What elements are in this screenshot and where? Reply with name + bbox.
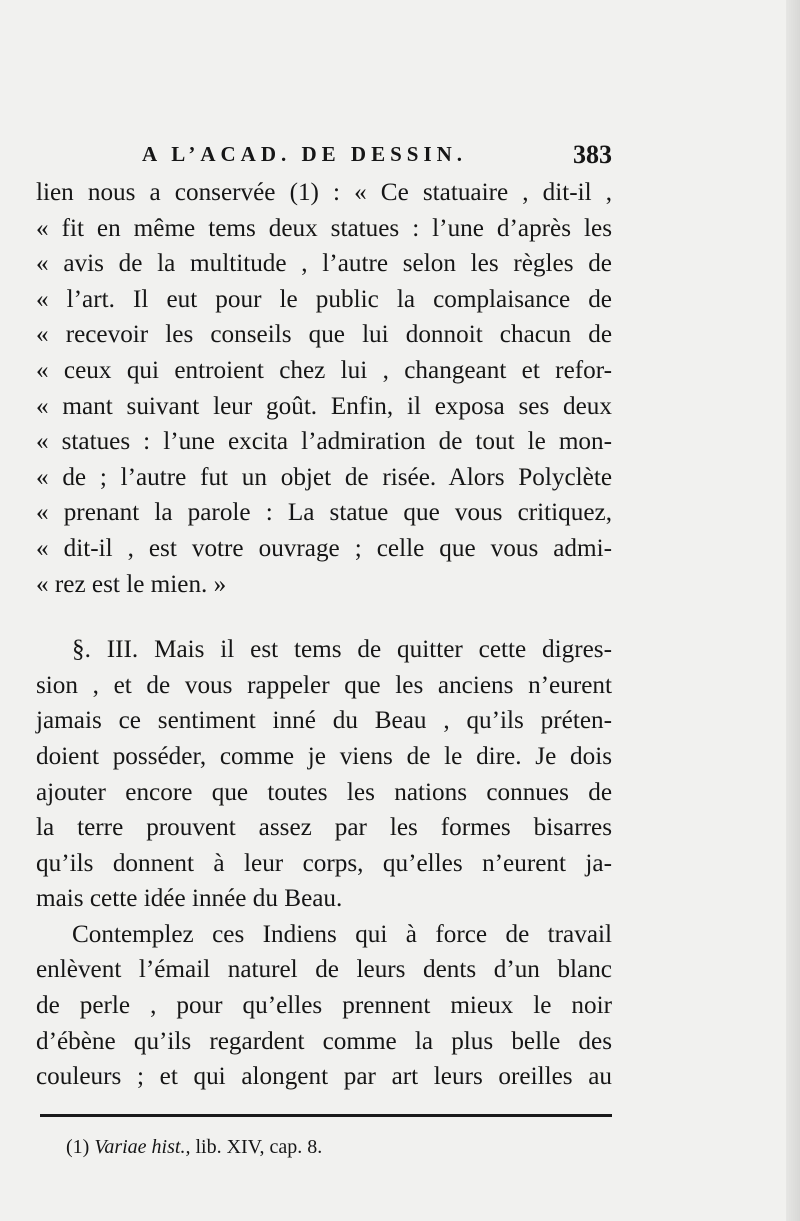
text-line: « l’art. Il eut pour le public la complaisance de xyxy=(36,285,612,313)
paragraph-1 xyxy=(36,175,612,602)
text-line: de perle , pour qu’elles prennent mieux le noir xyxy=(36,992,612,1020)
page-edge-shadow xyxy=(786,0,800,1221)
running-head: A L’ACAD. DE DESSIN. xyxy=(142,142,468,166)
paragraph-gap xyxy=(36,602,612,632)
footnote-rule xyxy=(40,1114,612,1117)
text-line: la terre prouvent assez par les formes bisarres xyxy=(36,814,612,842)
page-header xyxy=(40,140,612,174)
footnote-title: Variae hist., xyxy=(94,1136,191,1158)
text-line: « mant suivant leur goût. Enfin, il exposa ses deux xyxy=(36,392,612,420)
text-line: mais cette idée innée du Beau. xyxy=(36,885,343,913)
text-line: enlèvent l’émail naturel de leurs dents d’un blanc xyxy=(36,956,612,984)
text-line: qu’ils donnent à leur corps, qu’elles n’eurent ja- xyxy=(36,849,612,877)
text-line: Contemplez ces Indiens qui à force de travail xyxy=(72,920,612,948)
text-line: doient posséder, comme je viens de le dire. Je dois xyxy=(36,742,612,770)
text-line: « rez est le mien. » xyxy=(36,570,227,598)
text-line: ajouter encore que toutes les nations connues de xyxy=(36,778,612,806)
text-line: jamais ce sentiment inné du Beau , qu’ils préten- xyxy=(36,707,612,735)
text-line: §. III. Mais il est tems de quitter cette digres- xyxy=(72,636,612,664)
text-line: « ceux qui entroient chez lui , changeant et refor- xyxy=(36,356,612,384)
text-line: sion , et de vous rappeler que les anciens n’eurent xyxy=(36,671,612,699)
footnote-marker: (1) xyxy=(66,1136,90,1158)
text-line: « dit-il , est votre ouvrage ; celle que vous admi- xyxy=(36,534,612,562)
text-line: « fit en même tems deux statues : l’une d’après les xyxy=(36,214,612,242)
text-line: lien nous a conservée (1) : « Ce statuaire , dit-il , xyxy=(36,179,612,206)
text-line: « de ; l’autre fut un objet de risée. Alors Polyclète xyxy=(36,463,612,491)
text-line: d’ébène qu’ils regardent comme la plus belle des xyxy=(36,1027,612,1055)
paragraph-3 xyxy=(36,917,612,1095)
text-line: « avis de la multitude , l’autre selon les règles de xyxy=(36,250,612,278)
footnote-reference: lib. XIV, cap. 8. xyxy=(195,1136,323,1158)
text-line: couleurs ; et qui alongent par art leurs oreilles au xyxy=(36,1063,612,1091)
text-line: « statues : l’une excita l’admiration de tout le mon- xyxy=(36,428,612,456)
paragraph-2 xyxy=(36,632,612,917)
body-text xyxy=(36,175,612,1095)
page-number: 383 xyxy=(573,140,612,169)
text-line: « prenant la parole : La statue que vous critiquez, xyxy=(36,499,612,527)
text-line: « recevoir les conseils que lui donnoit chacun de xyxy=(36,321,612,349)
footnote xyxy=(66,1136,322,1159)
